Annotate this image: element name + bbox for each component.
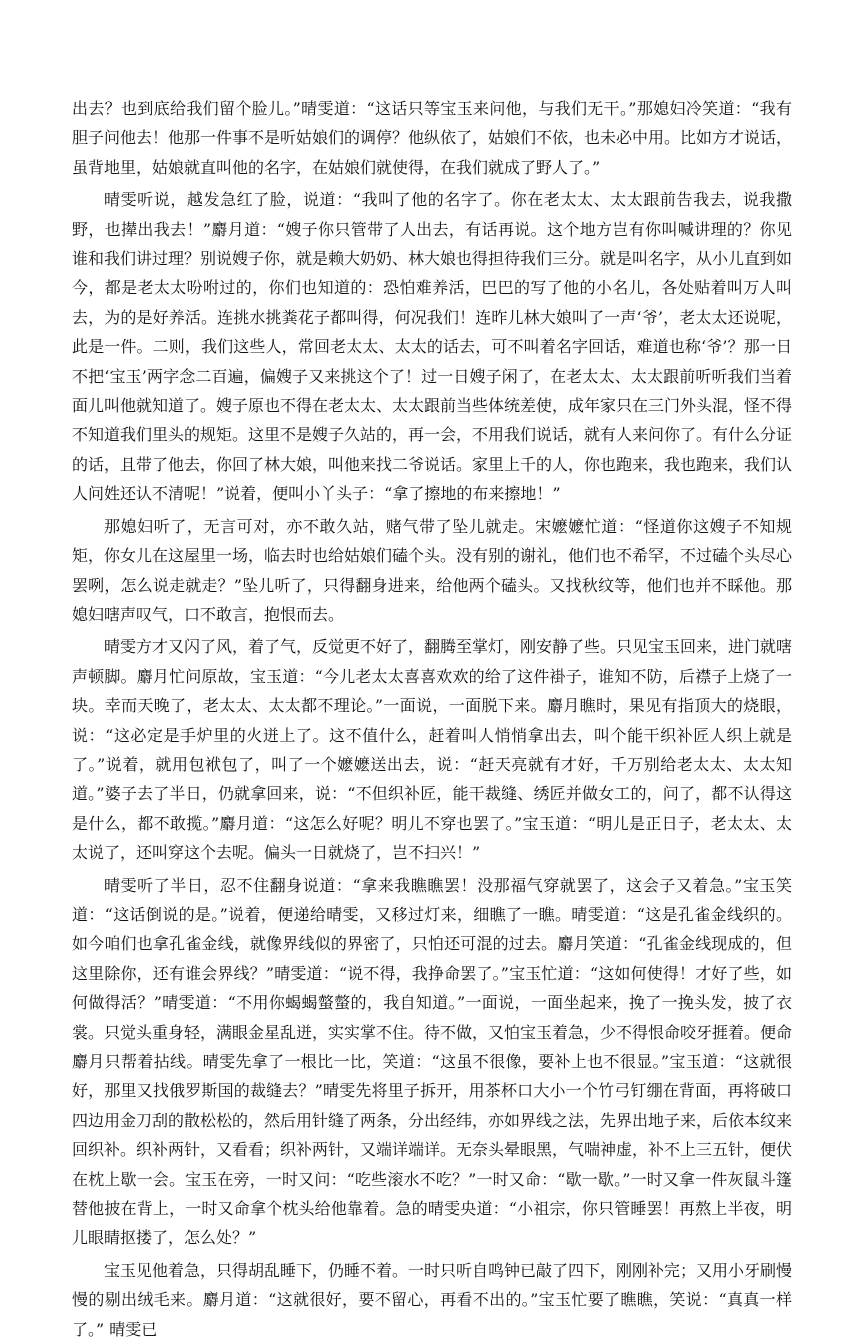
paragraph-5: 晴雯听了半日，忍不住翻身说道：“拿来我瞧瞧罢！没那福气穿就罢了，这会子又着急。”宝玉笑道：“这话倒说的是。”说着，便递给晴雯，又移过灯来，细瞧了一瞧。晴雯道：“这是孔雀金线织的。如今咱们也拿孔雀金线，就像界线似的界密了，只怕还可混的过去。麝月笑道：“孔雀金线现成的，但这里除你，还有谁会界线？”晴雯道：“说不得，我挣命罢了。”宝玉忙道：“这如何使得！才好了些，如何做得活？”晴雯道：“不用你蝎蝎螫螫的，我自知道。”一面说，一面坐起来，挽了一挽头发，披了衣裳。只觉头重身轻，满眼金星乱迸，实实掌不住。待不做，又怕宝玉着急，少不得恨命咬牙捱着。便命麝月只帮着拈线。晴雯先拿了一根比一比，笑道：“这虽不很像，要补上也不很显。”宝玉道：“这就很好，那里又找俄罗斯国的裁缝去？”晴雯先将里子拆开，用茶杯口大小一个竹弓钉绷在背面，再将破口四边用金刀刮的散松松的，然后用针缝了两条，分出经纬，亦如界线之法，先界出地子来，后依本纹来回织补。织补两针，又看看；织补两针，又端详端详。无奈头晕眼黑，气喘神虚，补不上三五针，便伏在枕上歇一会。宝玉在旁，一时又问：“吃些滚水不吃？”一时又命：“歇一歇。”一时又拿一件灰鼠斗篷替他披在背上，一时又命拿个枕头给他靠着。急的晴雯央道：“小祖宗，你只管睡罢！再熬上半夜，明儿眼睛抠搂了，怎么处？” (72, 875, 793, 1248)
paragraph-6: 宝玉见他着急，只得胡乱睡下，仍睡不着。一时只听自鸣钟已敲了四下，刚刚补完；又用小牙刷慢慢的剔出绒毛来。麝月道：“这就很好，要不留心，再看不出的。”宝玉忙要了瞧瞧，笑说：“真真一样了。” 晴雯已 (72, 1260, 793, 1339)
paragraph-4: 晴雯方才又闪了风，着了气，反觉更不好了，翻腾至掌灯，刚安静了些。只见宝玉回来，进门就嗐声顿脚。麝月忙问原故，宝玉道：“今儿老太太喜喜欢欢的给了这件褂子，谁知不防，后襟子上烧了一块。幸而天晚了，老太太、太太都不理论。”一面说，一面脱下来。麝月瞧时，果见有指顶大的烧眼，说：“这必定是手炉里的火迸上了。这不值什么，赶着叫人悄悄拿出去，叫个能干织补匠人织上就是了。”说着，就用包袱包了，叫了一个嬷嬷送出去，说：“赶天亮就有才好，千万别给老太太、太太知道。”婆子去了半日，仍就拿回来，说：“不但织补匠，能干裁缝、绣匠并做女工的，问了，都不认得这是什么，都不敢揽。”麝月道：“这怎么好呢？明儿不穿也罢了。”宝玉道：“明儿是正日子，老太太、太太说了，还叫穿这个去呢。偏头一日就烧了，岂不扫兴！” (72, 637, 793, 863)
paragraph-2: 晴雯听说，越发急红了脸，说道：“我叫了他的名字了。你在老太太、太太跟前告我去，说我撒野，也撵出我去！”麝月道：“嫂子你只管带了人出去，有话再说。这个地方岂有你叫喊讲理的？你见谁和我们讲过理？别说嫂子你，就是赖大奶奶、林大娘也得担待我们三分。就是叫名字，从小儿直到如今，都是老太太吩咐过的，你们也知道的：恐怕难养活，巴巴的写了他的小名儿，各处贴着叫万人叫去，为的是好养活。连挑水挑粪花子都叫得，何况我们！连昨儿林大娘叫了一声‘爷’，老太太还说呢，此是一件。二则，我们这些人，常回老太太、太太的话去，可不叫着名字回话，难道也称‘爷’？那一日不把‘宝玉’两字念二百遍，偏嫂子又来挑这个了！过一日嫂子闲了，在老太太、太太跟前听听我们当着面儿叫他就知道了。嫂子原也不得在老太太、太太跟前当些体统差使，成年家只在三门外头混，怪不得不知道我们里头的规矩。这里不是嫂子久站的，再一会，不用我们说话，就有人来问你了。有什么分证的话，且带了他去，你回了林大娘，叫他来找二爷说话。家里上千的人，你也跑来，我也跑来，我们认人问姓还认不清呢！”说着，便叫小丫头子：“拿了擦地的布来擦地！” (72, 190, 793, 504)
paragraph-1: 出去？也到底给我们留个脸儿。”晴雯道：“这话只等宝玉来问他，与我们无干。”那媳妇冷笑道：“我有胆子问他去！他那一件事不是听姑娘们的调停？他纵依了，姑娘们不依，也未必中用。比如方才说话，虽背地里，姑娘就直叫他的名字，在姑娘们就使得，在我们就成了野人了。” (72, 99, 793, 177)
document-body (72, 94, 792, 1344)
paragraph-3: 那媳妇听了，无言可对，亦不敢久站，赌气带了坠儿就走。宋嬷嬷忙道：“怪道你这嫂子不知规矩，你女儿在这屋里一场，临去时也给姑娘们磕个头。没有别的谢礼，他们也不希罕，不过磕个头尽心罢咧，怎么说走就走？”坠儿听了，只得翻身进来，给他两个磕头。又找秋纹等，他们也并不睬他。那媳妇嗐声叹气，口不敢言，抱恨而去。 (72, 516, 793, 624)
